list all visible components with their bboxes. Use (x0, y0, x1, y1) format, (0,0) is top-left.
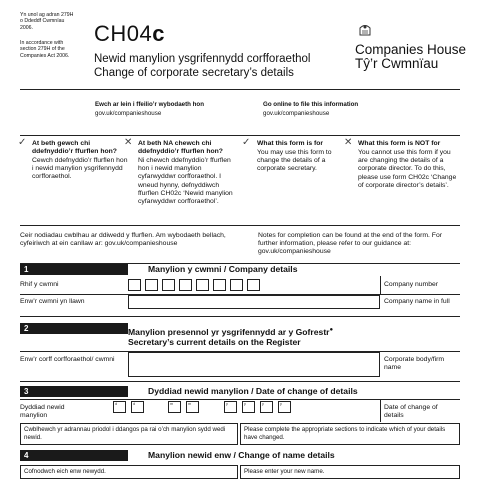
company-number-cell[interactable] (196, 279, 209, 291)
info-body-3: You may use this form to change the details of a corporate secretary. (257, 149, 332, 173)
info-icon: ● (329, 327, 334, 333)
date-label-english: Date of change of details (384, 404, 438, 420)
section-3-header (20, 386, 460, 398)
info-heading-2: At beth NA chewch chi ddefnyddio’r ffurflen hon? (138, 140, 223, 156)
date-cell-year[interactable]: y (224, 401, 237, 413)
section-3-note-welsh: Cwblhewch yr adrannau priodol i ddangos pa rai o’ch manylion sydd wedi newid. (24, 426, 226, 441)
online-english-line1: Go online to file this information (263, 101, 359, 108)
org-name-welsh: Tŷ’r Cwmnïau (355, 56, 439, 71)
section-number: 1 (20, 264, 128, 275)
company-name-label-english: Company name in full (384, 298, 450, 305)
legal-note-english: In accordance with section 279H of the Companies Act 2006. (20, 40, 70, 59)
company-number-label-welsh: Rhif y cwmni (20, 281, 59, 288)
row-divider (20, 381, 460, 382)
online-welsh-link[interactable]: gov.uk/companieshouse (95, 110, 162, 117)
corporate-name-input[interactable] (128, 352, 380, 377)
section-2-title-line1: Manylion presennol yr ysgrifennydd ar y Gofrestr● (128, 326, 334, 337)
section-title: Dyddiad newid manylion / Date of change of details (148, 386, 358, 396)
date-cell-month[interactable]: m (168, 401, 181, 413)
section-1-header (20, 263, 460, 275)
tick-icon: ✓ (242, 137, 251, 148)
date-cell-month[interactable]: m (186, 401, 199, 413)
company-number-cell[interactable] (128, 279, 141, 291)
info-divider (20, 225, 460, 226)
org-name: Companies House (355, 42, 467, 57)
notes-welsh: Ceir nodiadau cwblhau ar ddiwedd y ffurflen. Am wybodaeth bellach, cyfeiriwch at ein canllaw ar: gov.uk/companieshouse (20, 232, 226, 248)
info-heading-4: What this form is NOT for (358, 140, 441, 147)
info-body-2: Ni chewch ddefnyddio’r ffurflen hon i newid manylion cyfarwyddwr corfforaethol. I wneud hynny, defnyddiwch ffurflen CH02c ‘Newid manylion cyfarwyddwr corfforaethol’. (138, 157, 233, 206)
legal-note-welsh: Yn unol ag adran 279H o Ddeddf Cwmnïau 2006. (20, 12, 74, 31)
info-heading-3: What this form is for (257, 140, 324, 147)
corporate-name-label-welsh: Enw’r corff corfforaethol/ cwmni (20, 356, 115, 363)
date-cell-day[interactable]: d (131, 401, 144, 413)
online-english-link[interactable]: gov.uk/companieshouse (263, 110, 330, 117)
company-name-label-welsh: Enw’r cwmni yn llawn (20, 298, 85, 305)
royal-crest-icon (357, 22, 373, 38)
section-title: Manylion newid enw / Change of name details (148, 450, 335, 460)
info-body-1: Cewch ddefnyddio’r ffurflen hon i newid manylion ysgrifennydd corfforaethol. (32, 157, 128, 181)
section-2-title-line2: Secretary’s current details on the Register (128, 337, 301, 347)
date-cell-year[interactable]: y (278, 401, 291, 413)
tick-icon: ✓ (18, 137, 27, 148)
date-cell-day[interactable]: d (113, 401, 126, 413)
section-number: 2 (20, 323, 128, 334)
field-divider (380, 399, 381, 422)
section-3-note-english: Please complete the appropriate sections to indicate which of your details have changed. (244, 426, 446, 441)
date-cell-year[interactable]: y (260, 401, 273, 413)
notes-english: Notes for completion can be found at the end of the form. For further information, please refer to our guidance at: gov.uk/companieshouse (258, 232, 442, 256)
cross-icon: ✕ (344, 137, 353, 148)
section-4-note-english: Please enter your new name. (244, 468, 325, 475)
cross-icon: ✕ (124, 137, 133, 148)
date-cell-year[interactable]: y (242, 401, 255, 413)
company-number-label-english: Company number (384, 281, 439, 288)
row-divider (20, 399, 460, 400)
company-number-cell[interactable] (145, 279, 158, 291)
form-code: CH04c (94, 21, 165, 46)
company-number-cell[interactable] (247, 279, 260, 291)
company-number-cell[interactable] (162, 279, 175, 291)
field-divider (380, 276, 381, 294)
company-number-cell[interactable] (179, 279, 192, 291)
info-heading-1: At beth gewch chi ddefnyddio’r ffurflen hon? (32, 140, 117, 156)
title-welsh: Newid manylion ysgrifennydd corfforaethol (94, 53, 311, 65)
title-english: Change of corporate secretary’s details (94, 67, 294, 79)
section-4-header (20, 450, 460, 462)
section-number: 3 (20, 386, 128, 397)
online-welsh-line1: Ewch ar lein i ffeilio’r wybodaeth hon (95, 101, 204, 108)
section-title: Manylion y cwmni / Company details (148, 264, 298, 274)
section-number: 4 (20, 450, 128, 461)
company-number-cell[interactable] (213, 279, 226, 291)
company-number-cell[interactable] (230, 279, 243, 291)
section-4-note-welsh: Cofnodwch eich enw newydd. (24, 468, 106, 475)
info-body-4: You cannot use this form if you are changing the details of a corporate director. To do this, please use form CH02c ‘Change of corporate director’s details’. (358, 149, 457, 189)
date-label-welsh: Dyddiad newid manylion (20, 404, 65, 420)
header-divider (20, 89, 460, 90)
row-divider (20, 316, 460, 317)
online-divider (20, 135, 460, 136)
company-name-input[interactable] (128, 295, 380, 309)
corporate-name-label-english: Corporate body/firm name (384, 356, 445, 372)
